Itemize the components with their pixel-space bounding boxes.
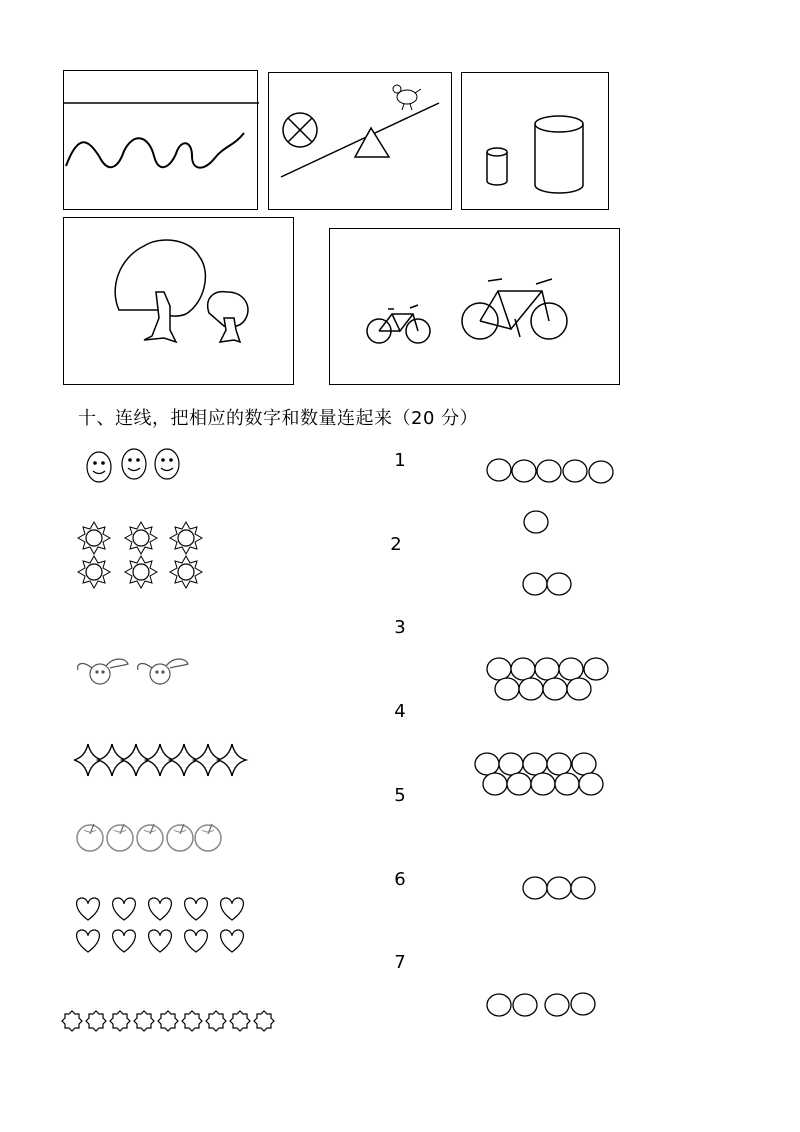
apples-group[interactable]: [74, 816, 226, 856]
four-point-star-icon: [74, 744, 246, 776]
bird-icon: [393, 85, 421, 110]
circles-group-9[interactable]: [484, 656, 614, 704]
number-7[interactable]: 7: [394, 952, 406, 973]
number-3[interactable]: 3: [394, 617, 406, 638]
cylinders-icon: [462, 73, 610, 211]
number-5[interactable]: 5: [394, 785, 406, 806]
number-2[interactable]: 2: [390, 534, 402, 555]
circles-group-10[interactable]: [472, 750, 608, 798]
sun-icon: [78, 522, 202, 588]
circles-group-2[interactable]: [520, 570, 576, 598]
circle-icon: [475, 753, 603, 795]
smiley-faces-group[interactable]: [82, 446, 186, 488]
circles-group-4[interactable]: [484, 990, 600, 1020]
apple-icon: [77, 824, 221, 851]
circle-icon: [487, 459, 613, 483]
circle-icon: [487, 658, 608, 700]
number-6[interactable]: 6: [394, 869, 406, 890]
suns-group[interactable]: [74, 520, 210, 590]
seesaw-picture-box: [268, 72, 452, 210]
trees-picture-box: [63, 217, 294, 385]
heart-icon: [77, 898, 244, 952]
circle-icon: [523, 573, 571, 595]
circle-icon: [487, 993, 595, 1016]
eight-point-stars-group[interactable]: [60, 1006, 280, 1036]
circles-group-5[interactable]: [484, 456, 618, 486]
hearts-group[interactable]: [74, 894, 250, 956]
smiley-face-icon: [87, 449, 179, 482]
trees-icon: [64, 218, 295, 386]
circles-group-3[interactable]: [520, 874, 600, 902]
number-1[interactable]: 1: [394, 450, 406, 471]
wave-line-icon: [64, 71, 259, 211]
number-4[interactable]: 4: [394, 701, 406, 722]
circle-icon: [524, 511, 548, 533]
bicycles-icon: [330, 229, 621, 386]
section-heading: 十、连线，把相应的数字和数量连起来（20 分）: [78, 408, 479, 429]
cylinders-picture-box: [461, 72, 609, 210]
rabbits-group[interactable]: [74, 650, 198, 690]
wave-picture-box: [63, 70, 258, 210]
stars-group[interactable]: [74, 742, 250, 778]
seesaw-icon: [269, 73, 453, 211]
eight-point-star-icon: [62, 1011, 274, 1031]
bicycles-picture-box: [329, 228, 620, 385]
circles-group-1[interactable]: [520, 508, 552, 536]
circle-icon: [523, 877, 595, 899]
rabbit-icon: [78, 659, 188, 684]
